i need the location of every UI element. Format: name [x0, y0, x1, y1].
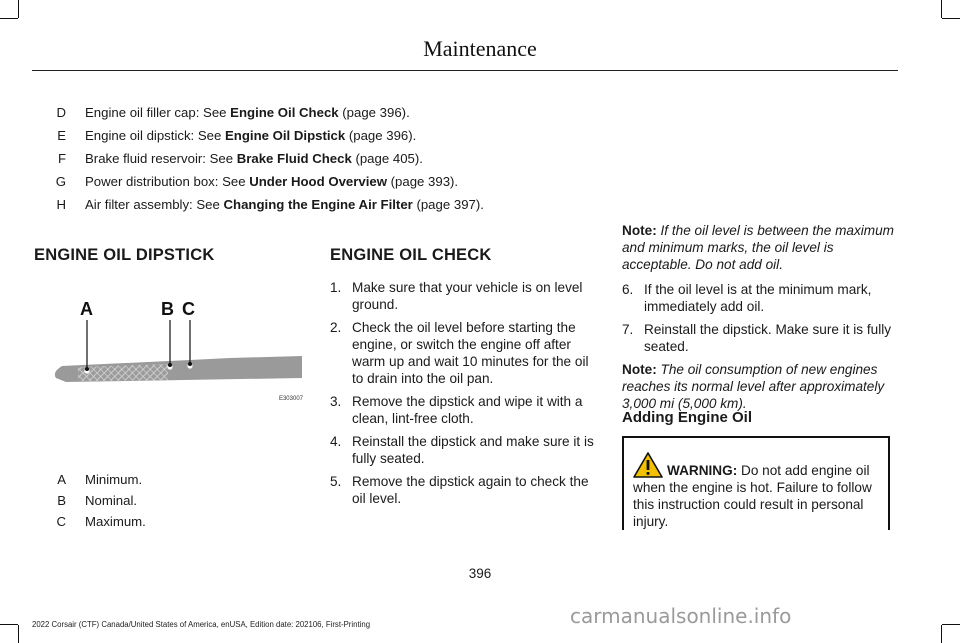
crop-mark — [0, 18, 18, 19]
legend-key: B — [57, 493, 66, 508]
section-heading-dipstick: ENGINE OIL DIPSTICK — [34, 246, 215, 264]
right-column — [622, 222, 898, 420]
legend-item: H Air filter assembly: See Changing the Engine Air Filter (page 397). — [30, 197, 630, 213]
crop-mark — [941, 625, 942, 643]
dipstick-figure — [40, 288, 305, 406]
cross-ref-link[interactable]: Changing the Engine Air Filter — [223, 197, 413, 212]
legend-key: G — [55, 174, 66, 189]
edition-line: 2022 Corsair (CTF) Canada/United States of America, enUSA, Edition date: 202106, First-Printing — [32, 620, 371, 629]
warning-label: WARNING: — [667, 463, 738, 478]
cross-ref-link[interactable]: Engine Oil Dipstick — [225, 128, 346, 143]
page-number: 396 — [468, 566, 492, 581]
oil-check-steps — [330, 279, 602, 513]
cross-ref-link[interactable]: Brake Fluid Check — [236, 151, 352, 166]
legend-key: D — [56, 105, 66, 120]
legend-key: F — [57, 151, 66, 166]
crop-mark — [18, 0, 19, 18]
crop-mark — [941, 0, 942, 18]
page-header-title: Maintenance — [423, 36, 537, 61]
step-item: 3. Remove the dipstick and wipe it with a clean, lint-free cloth. — [330, 394, 583, 426]
legend-key: E — [57, 128, 66, 143]
warning-text: Do not add engine oil when the engine is hot. Failure to follow this instruction could result in personal injury. — [633, 463, 872, 529]
legend-item: D Engine oil filler cap: See Engine Oil Check (page 396). — [30, 105, 630, 121]
cross-ref-link[interactable]: Engine Oil Check — [230, 105, 339, 120]
legend-item: E Engine oil dipstick: See Engine Oil Dipstick (page 396). — [30, 128, 630, 144]
site-watermark: carmanualsonline.info — [570, 604, 792, 628]
crop-mark — [0, 624, 18, 625]
warning-box — [622, 436, 890, 530]
crop-mark — [942, 624, 960, 625]
step-item: 5. Remove the dipstick again to check the oil level. — [330, 474, 589, 506]
step-item: 4. Reinstall the dipstick and make sure it is fully seated. — [330, 434, 594, 466]
legend-key: A — [57, 472, 66, 487]
step-item: 2. Check the oil level before starting the engine, or switch the engine off after warm up and wait 10 minutes for the oil to drain into the oil pan. — [330, 320, 589, 386]
note-oil-consumption: Note: The oil consumption of new engines reaches its normal level after approximately 3,000 mi (5,000 km). — [622, 362, 885, 411]
figure-label-b: B — [161, 299, 174, 319]
step-item: 7. Reinstall the dipstick. Make sure it is fully seated. — [622, 322, 892, 354]
warning-triangle-icon — [633, 452, 663, 478]
legend-item: F Brake fluid reservoir: See Brake Fluid Check (page 405). — [30, 151, 630, 167]
legend-item: G Power distribution box: See Under Hood Overview (page 393). — [30, 174, 630, 190]
legend-item: B Nominal. — [30, 493, 280, 509]
cross-ref-link[interactable]: Under Hood Overview — [249, 174, 387, 189]
step-item: 6. If the oil level is at the minimum mark, immediately add oil. — [622, 282, 872, 314]
figure-label-a: A — [80, 299, 93, 319]
legend-item: A Minimum. — [30, 472, 280, 488]
step-item: 1. Make sure that your vehicle is on level ground. — [330, 280, 583, 312]
crop-mark — [942, 18, 960, 19]
legend-item: C Maximum. — [30, 514, 280, 530]
note-oil-level: Note: If the oil level is between the maximum and minimum marks, the oil level is acceptable. Do not add oil. — [622, 223, 894, 272]
subheading-adding-oil: Adding Engine Oil — [622, 409, 752, 426]
section-heading-oil-check: ENGINE OIL CHECK — [330, 246, 492, 264]
figure-code: E303007 — [278, 396, 303, 402]
legend-key: C — [56, 514, 66, 529]
figure-label-c: C — [182, 299, 195, 319]
crop-mark — [18, 625, 19, 643]
header-divider — [32, 70, 898, 71]
legend-key: H — [56, 197, 66, 212]
